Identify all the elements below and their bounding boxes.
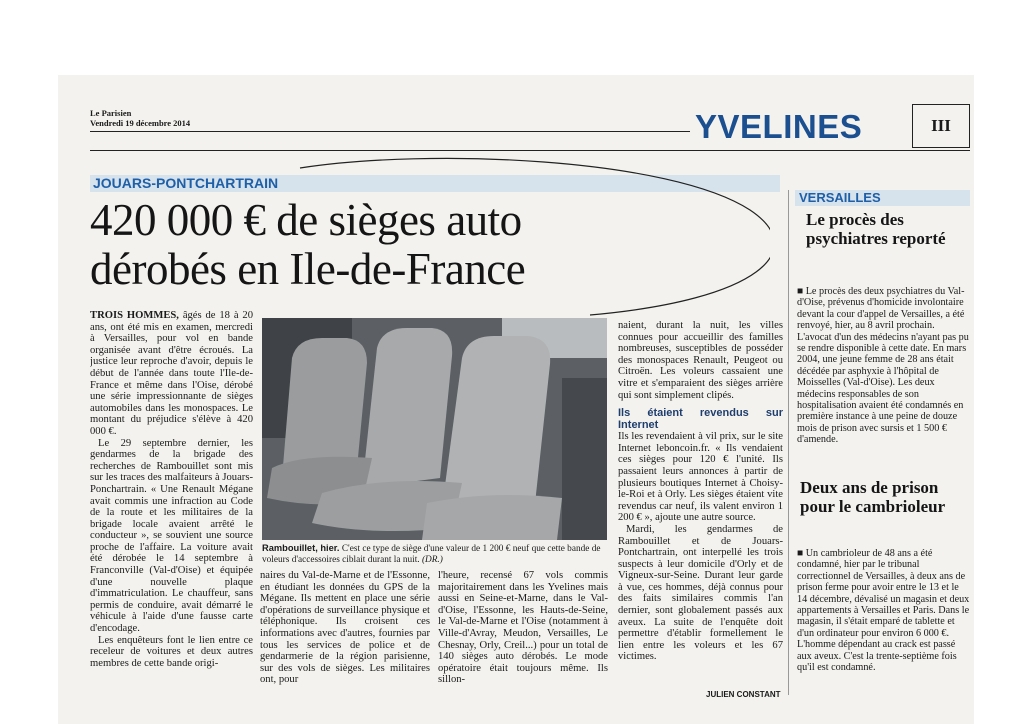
section-title: YVELINES xyxy=(695,108,863,145)
article-paragraph-2: Le 29 septembre dernier, les gendarmes de la brigade des recherches de Rambouillet sont mis sur les traces des malfaiteurs à Jouars-Ponchartrain. « Une Renault Mégane avait commis une infraction au Code de la route et les militaires de la brigade locale avaient arrêté le conducteur », se souvient une source proche de l'affaire. La voiture avait été dérobée le 14 septembre à Franconville (Val-d'Oise) et équipée d'une nouvelle plaque d'immatriculation. Le chauffeur, sans permis de conduire, avait démarré le véhicule à l'aide d'une fausse carte d'encodage. xyxy=(90,437,253,635)
pen-stroke-curve xyxy=(290,150,770,330)
article-subheading: Ils étaient revendus sur Internet xyxy=(618,407,783,432)
publication-info xyxy=(90,108,190,128)
photo-credit: (DR.) xyxy=(421,555,443,565)
article-column-3 xyxy=(438,570,608,700)
article-column-4 xyxy=(618,320,783,688)
brief-1-text: ■ Le procès des deux psychiatres du Val-d'Oise, prévenus d'homicide involontaire devant la cour d'appel de Versailles, a été renvoyé, hier, au 8 avril prochain. L'avocat d'un des médecins n'ayant pas pu se rendre disponible à cette date. En mars 2004, une jeune femme de 28 ans était décédée par asphyxie à l'hôpital de Moisselles (Val-d'Oise). Les deux médecins responsables de son hospitalisation avaient été condamnés en première instance à une peine de douze mois de prison avec sursis et 1 500 € d'amende. xyxy=(797,286,969,446)
publication-date: Vendredi 19 décembre 2014 xyxy=(90,118,191,128)
article-column-1 xyxy=(90,310,253,700)
sidebar-divider xyxy=(788,190,789,695)
article-author: JULIEN CONSTANT xyxy=(706,690,781,699)
article-paragraph-4: Ils les revendaient à vil prix, sur le site Internet leboncoin.fr. « Ils vendaient ces sièges pour 120 € l'unité. Ils passaient leurs annonces à partir de plusieurs boutiques Internet à Choisy-le-Roi et à Orly. Les sièges étaient vite revendus car neuf, ils valent environ 1 200 € », ajoute une autre source. xyxy=(618,431,783,524)
article-column-4-text: naient, durant la nuit, les villes connues pour accueillir des familles nombreuses, susceptibles de posséder des monospaces Renault, Peugeot ou Citroën. Les voleurs cassaient une vitre et s'emparaient des sièges arrière qui sont simplement clipés. xyxy=(618,320,783,401)
sidebar-section-label: VERSAILLES xyxy=(795,190,970,206)
car-seats-photo xyxy=(262,318,607,540)
article-column-2-text: naires du Val-de-Marne et de l'Essonne, en étudiant les données du GPS de la Mégane. Ils mettent en place une série d'opérations de surveillance physique et téléphonique. Ils croisent ces informations avec d'autres, fournies par tous les services de police et de gendarmerie de la région parisienne, sur des vols de sièges. Les militaires ont, pour xyxy=(260,570,430,686)
article-column-3-text: l'heure, recensé 67 vols commis majoritairement dans les Yvelines mais aussi en Seine-et-Marne, dans le Val-d'Oise, l'Essonne, les Hauts-de-Seine, le Val-de-Marne et l'Oise (notamment à Ville-d'Avray, Meudon, Versailles, Le Chesnay, Orly, Creil...) pour un total de 140 sièges auto dérobés. Le mode opératoire était toujours même. Ils sillon- xyxy=(438,570,608,686)
brief-2-title: Deux ans de prison pour le cambrioleur xyxy=(800,478,946,516)
masthead-rule xyxy=(90,131,690,132)
brief-1-title: Le procès des psychiatres reporté xyxy=(806,210,946,248)
article-paragraph-5: Mardi, les gendarmes de Rambouillet et de Jouars-Pontchartrain, ont interpellé les trois suspects à leur domicile d'Orly et de Vigneux-sur-Seine. Durant leur garde à vue, ces hommes, déjà connus pour des faits similaires commis l'an dernier, sont globalement passés aux aveux. La suite de l'enquête doit permettre d'établir formellement le lien entre les voleurs et les 67 victimes. xyxy=(618,523,783,663)
headline-line-2: dérobés en Ile-de-France xyxy=(90,244,526,294)
article-kicker: JOUARS-PONTCHARTRAIN xyxy=(93,175,279,191)
article-paragraph-3: Les enquêteurs font le lien entre ce receleur de voitures et deux autres membres de cette bande origi- xyxy=(90,634,253,669)
article-column-2 xyxy=(260,570,430,700)
brief-2-body xyxy=(797,548,970,698)
page-number: III xyxy=(912,104,970,148)
article-paragraph-1: âgés de 18 à 20 ans, ont été mis en examen, mercredi à Versailles, pour vol en bande organisée avant d'être écroués. La justice leur reproche d'avoir, depuis le début de l'année dans toute l'Ile-de-France et même dans l'Oise, dérobé une série impressionnante de sièges automobiles dans les monospaces. Le montant du préjudice s'élève à 420 000 €. xyxy=(90,310,253,437)
article-lead: TROIS HOMMES, xyxy=(90,310,179,321)
photo-caption xyxy=(262,543,607,566)
caption-lead: Rambouillet, hier. xyxy=(262,543,340,553)
brief-1-body xyxy=(797,286,970,472)
publication-name: Le Parisien xyxy=(90,108,132,118)
caption-text: C'est ce type de siège d'une valeur de 1 200 € neuf que cette bande de voleurs d'accessoires ciblait durant la nuit. xyxy=(262,544,601,565)
brief-2-text: ■ Un cambrioleur de 48 ans a été condamné, hier par le tribunal correctionnel de Versailles, à deux ans de prison ferme pour avoir entre le 13 et le 14 décembre, dévalisé un magasin et deux appartements à Versailles et Paris. Dans le magasin, il s'était emparé de tablette et d'un ordinateur pour environ 6 000 €. L'homme dépendant au crack est passé aux aveux. C'est la trente-septième fois qu'il est condamné. xyxy=(797,548,970,674)
headline-line-1: 420 000 € de sièges auto xyxy=(90,195,522,245)
